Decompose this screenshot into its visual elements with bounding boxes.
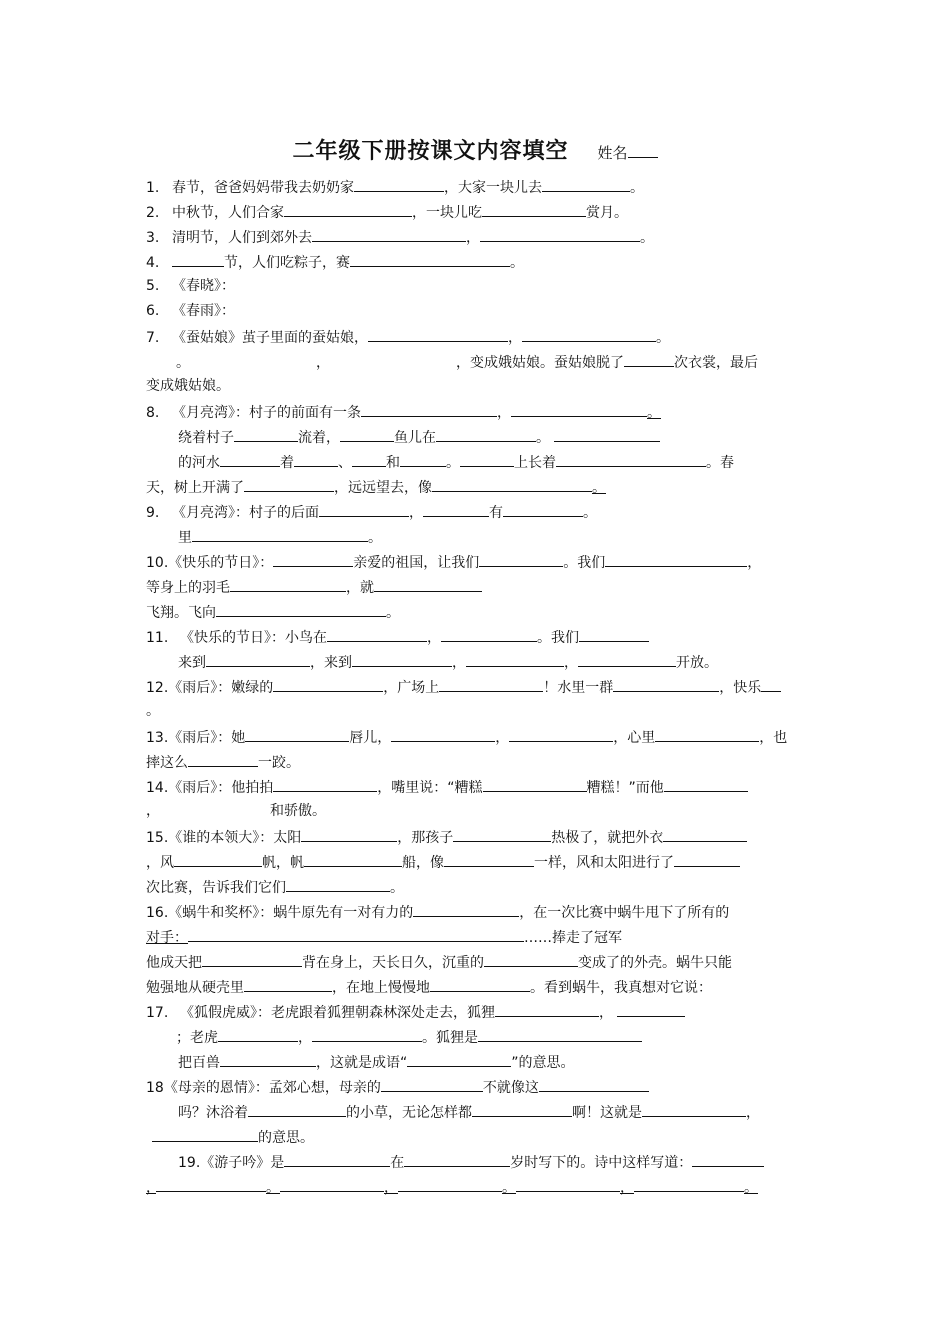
question-16: 16.《蜗牛和奖杯》：蜗牛原先有一对有力的 ，在一次比赛中蜗牛甩下了所有的 [146,901,729,923]
blank[interactable] [352,651,452,667]
blank[interactable] [220,1051,316,1067]
blank[interactable] [460,451,514,467]
blank[interactable] [398,1176,502,1192]
blank[interactable] [202,951,302,967]
blank[interactable] [439,676,543,692]
blank[interactable] [556,451,706,467]
question-13: 13.《雨后》：她 唇儿， ， ，心里 ，也 [146,726,787,748]
question-8: 8. 《月亮湾》：村子的前面有一条 ， 。 [146,401,661,423]
question-16-line-4: 勉强地从硬壳里 ，在地上慢慢地 。看到蜗牛，我真想对它说： [146,976,712,998]
blank[interactable] [381,1076,483,1092]
header [0,134,950,165]
blank[interactable] [304,851,402,867]
blank[interactable] [245,726,349,742]
question-10-line-2: 等身上的羽毛 ，就 [146,576,482,598]
blank[interactable] [441,626,537,642]
blank[interactable] [156,1176,266,1192]
question-8-line-4: 天，树上开满了 ，远远望去，像 。 [146,476,606,498]
blank[interactable] [284,201,412,217]
blank[interactable] [216,601,386,617]
blank[interactable] [319,501,409,517]
blank[interactable] [509,726,613,742]
question-16-line-3: 他成天把 背在身上，天长日久，沉重的 变成了的外壳。蜗牛只能 [146,951,732,973]
question-4: 4. 节，人们吃粽子，赛 。 [146,251,524,273]
blank[interactable] [444,851,534,867]
question-1: 1. 春节，爸爸妈妈带我去奶奶家 ，大家一块儿去 。 [146,176,644,198]
blank[interactable] [483,776,587,792]
blank[interactable] [655,726,759,742]
blank[interactable] [286,876,390,892]
blank[interactable] [234,426,298,442]
blank[interactable] [354,176,444,192]
blank[interactable] [432,476,592,492]
question-17: 17. 《狐假虎威》：老虎跟着狐狸朝森林深处走去，狐狸 ， [146,1001,685,1023]
blank[interactable] [368,326,508,342]
blank[interactable] [466,651,564,667]
question-5: 5. 《春晓》： [146,278,235,294]
question-18-line-2: 吗？沐浴着 的小草，无论怎样都 啊！这就是 ， [178,1101,760,1123]
blank[interactable] [554,426,660,442]
blank[interactable] [634,1176,744,1192]
blank[interactable] [692,1151,764,1167]
blank[interactable] [663,826,747,842]
question-19: 19.《游子吟》是 在 岁时写下的。诗中这样写道： [178,1151,764,1173]
blank[interactable] [542,176,630,192]
blank[interactable] [391,726,495,742]
blank[interactable] [312,1026,422,1042]
blank[interactable] [478,1026,642,1042]
blank[interactable] [374,576,482,592]
question-19-line-2: ， 。 ， 。 ， 。 [146,1176,758,1198]
blank[interactable] [273,551,353,567]
name-blank[interactable] [628,143,658,158]
blank[interactable] [174,851,262,867]
question-18: 18《母亲的恩情》：孟郊心想，母亲的 不就像这 [146,1076,649,1098]
blank[interactable] [578,651,676,667]
blank[interactable] [761,676,781,692]
question-18-line-3: 的意思。 [152,1126,314,1148]
question-8-line-3: 的河水 着 、 和 。 上长着 。春 [178,451,734,473]
blank[interactable] [436,426,536,442]
blank[interactable] [522,326,656,342]
blank[interactable] [312,226,466,242]
blank[interactable] [503,501,583,517]
blank[interactable] [482,201,586,217]
blank[interactable] [248,1101,346,1117]
question-3: 3. 清明节，人们到郊外去 ， 。 [146,226,654,248]
question-15-line-3: 次比赛，告诉我们它们 。 [146,876,404,898]
blank[interactable] [218,1026,298,1042]
question-7-line-2: 。 ， ，变成娥姑娘。蚕姑娘脱了 次衣裳，最后 [176,351,758,373]
question-9-line-2: 里 。 [178,526,382,548]
question-10-line-3: 飞翔。飞向 。 [146,601,400,623]
question-11-line-2: 来到 ，来到 ， ， 开放。 [178,651,718,673]
question-10: 10.《快乐的节日》： 亲爱的祖国，让我们 。我们 ， [146,551,761,573]
question-8-line-2: 绕着村子 流着， 鱼儿在 。 [178,426,660,448]
blank[interactable] [453,826,551,842]
blank[interactable] [495,1001,599,1017]
blank[interactable] [361,401,497,417]
blank[interactable] [188,926,524,942]
question-11: 11. 《快乐的节日》：小鸟在 ， 。我们 [146,626,649,648]
blank[interactable] [472,1101,572,1117]
question-9: 9. 《月亮湾》：村子的后面 ， 有 。 [146,501,597,523]
question-14-line-2: ， 和骄傲。 [146,803,326,819]
blank[interactable] [613,676,719,692]
blank[interactable] [664,776,748,792]
question-2: 2. 中秋节，人们合家 ，一块儿吃 赏月。 [146,201,628,223]
question-15-line-2: ，风 帆，帆 船，像 一样，风和太阳进行了 [146,851,740,873]
blank[interactable] [188,751,258,767]
question-12-line-2: 。 [146,703,160,719]
blank[interactable] [511,401,647,417]
question-14: 14.《雨后》：他拍拍 ，嘴里说：“糟糕 糟糕！”而他 [146,776,748,798]
blank[interactable] [579,626,649,642]
blank[interactable] [400,451,446,467]
blank[interactable] [674,851,740,867]
blank[interactable] [350,251,510,267]
question-15: 15.《谁的本领大》：太阳 ，那孩子 热极了，就把外衣 [146,826,747,848]
blank[interactable] [327,626,427,642]
blank[interactable] [230,576,346,592]
question-16-line-2: 对手： ……捧走了冠军 [146,926,622,948]
question-17-line-3: 把百兽 ，这就是成语“ ”的意思。 [178,1051,575,1073]
blank[interactable] [192,526,368,542]
blank[interactable] [404,1151,510,1167]
question-6: 6. 《春雨》： [146,303,235,319]
blank[interactable] [407,1051,511,1067]
question-12: 12.《雨后》：嫩绿的 ，广场上 ！水里一群 ，快乐 [146,676,781,698]
name-label: 姓名 [597,144,628,162]
blank[interactable] [244,476,334,492]
blank[interactable] [605,551,747,567]
blank[interactable] [539,1076,649,1092]
blank[interactable] [206,651,310,667]
blank[interactable] [284,1151,390,1167]
blank[interactable] [423,501,489,517]
question-13-line-2: 摔这么 一跤。 [146,751,300,773]
question-7-line-3: 变成娥姑娘。 [146,378,230,394]
blank[interactable] [352,451,386,467]
question-7: 7. 《蚕姑娘》茧子里面的蚕姑娘， ， 。 [146,326,670,348]
blank[interactable] [340,426,394,442]
blank[interactable] [301,826,397,842]
question-17-line-2: ；老虎 ， 。狐狸是 [176,1026,642,1048]
blank[interactable] [617,1001,685,1017]
blank[interactable] [273,776,377,792]
blank[interactable] [294,451,338,467]
blank[interactable] [280,1176,384,1192]
blank[interactable] [516,1176,620,1192]
blank[interactable] [172,251,224,267]
blank[interactable] [484,951,578,967]
blank[interactable] [480,226,640,242]
blank[interactable] [430,976,530,992]
blank[interactable] [479,551,563,567]
blank[interactable] [273,676,383,692]
blank[interactable] [220,451,280,467]
blank[interactable] [413,901,519,917]
page-title: 二年级下册按课文内容填空 [292,139,569,164]
blank[interactable] [152,1126,258,1142]
blank[interactable] [624,351,674,367]
blank[interactable] [244,976,332,992]
blank[interactable] [642,1101,746,1117]
